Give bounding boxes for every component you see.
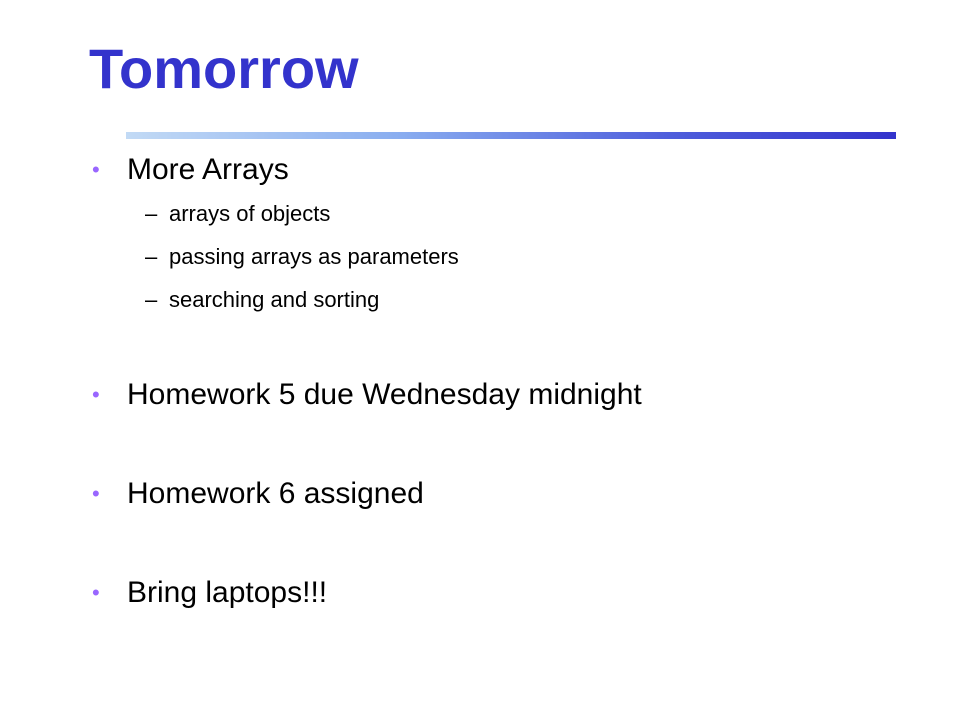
bullet-marker: • [92, 382, 100, 407]
bullet-text: Bring laptops!!! [127, 576, 328, 609]
bullet-text: Homework 6 assigned [127, 477, 424, 510]
bullet-text: Homework 5 due Wednesday midnight [127, 378, 642, 411]
sub-item-text: arrays of objects [169, 201, 331, 226]
bullet-marker: • [92, 157, 100, 182]
sub-marker: – [145, 244, 158, 269]
bullet-marker: • [92, 481, 100, 506]
bullet-marker: • [92, 580, 100, 605]
sub-marker: – [145, 287, 158, 312]
sub-item-text: passing arrays as parameters [169, 244, 459, 269]
slide-title: Tomorrow [89, 37, 359, 100]
sub-marker: – [145, 201, 158, 226]
sub-item-text: searching and sorting [169, 287, 380, 312]
bullet-text: More Arrays [127, 153, 289, 186]
